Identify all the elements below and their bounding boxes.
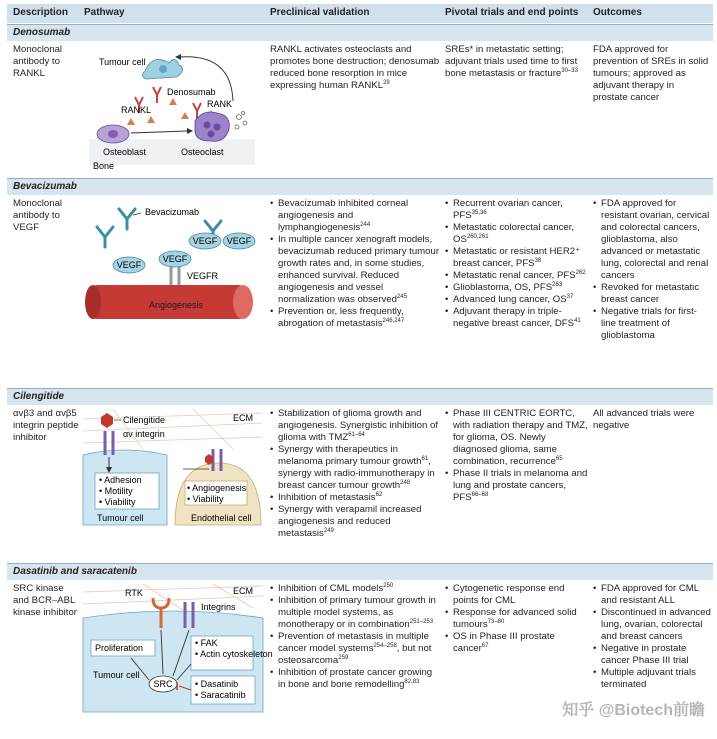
label-tumour-cell: Tumour cell (97, 513, 144, 523)
drug-name: Denosumab (13, 27, 71, 38)
table-row (7, 405, 713, 563)
list-item: • Revoked for metastatic breast cancer (593, 282, 711, 306)
label-denosumab: Denosumab (167, 87, 216, 97)
antibody-icon (153, 87, 161, 103)
list-item: • Prevention or, less frequently, abrogation of metastasis$^{246,247}$ (270, 306, 440, 330)
label-cilengitide: Cilengitide (123, 415, 166, 425)
section-dasatinib (7, 563, 713, 580)
outcomes-cell: FDA approved for prevention of SREs in solid tumours; approved as adjuvant therapy in prostate cancer (593, 44, 709, 103)
label-angiogenesis: • Angiogenesis (187, 483, 247, 493)
list-item: • Adjuvant therapy in triple-negative breast cancer, DFS$^{41}$ (445, 306, 590, 330)
list-item: • Discontinued in advanced lung, ovarian, colorectal and breast cancers (593, 607, 711, 643)
watermark: 知乎 @Biotech前瞻 (562, 702, 705, 719)
bevacizumab-pathway-diagram (83, 201, 263, 331)
denosumab-pathway-diagram (83, 43, 263, 173)
label-tumour-cell: Tumour cell (99, 57, 146, 67)
label-rtk: RTK (125, 588, 143, 598)
label-vegf: VEGF (116, 260, 142, 270)
list-item: • Synergy with verapamil increased angiogenesis and reduced metastasis$^{249}$ (270, 504, 440, 540)
label-endothelial-cell: Endothelial cell (191, 513, 252, 523)
label-proliferation: Proliferation (95, 643, 144, 653)
header-trials: Pivotal trials and end points (445, 7, 579, 18)
preclinical-list (270, 408, 440, 540)
table-row (7, 195, 713, 387)
label-vegf: VEGF (226, 236, 252, 246)
label-ecm: ECM (233, 586, 253, 596)
section-denosumab (7, 24, 713, 41)
section-bevacizumab (7, 178, 713, 195)
header-description: Description (13, 7, 69, 18)
outcomes-list (593, 583, 711, 691)
list-item: • Prevention of metastasis in multiple cancer model systems$^{254-258}$, but not osteosarcoma$^{259}$ (270, 631, 440, 667)
label-integrins: Integrins (201, 602, 236, 612)
list-item: • In multiple cancer xenograft models, bevacizumab reduced primary tumour growth rates and, in some studies, enhanced survival. Reduced angiogenesis and vessel normalization was observed$^{245}$ (270, 234, 440, 306)
list-item: • Response for advanced solid tumours$^{73-80}$ (445, 607, 590, 631)
cilengitide-pathway-diagram (83, 409, 263, 539)
list-item: • Inhibition of prostate cancer growing in bone and bone remodelling$^{82,83}$ (270, 667, 440, 691)
table-row (7, 41, 713, 178)
dasatinib-pathway-diagram (83, 584, 273, 712)
drug-name: Cilengitide (13, 391, 65, 402)
label-av-integrin: αv integrin (123, 429, 165, 439)
list-item: • Synergy with therapeutics in melanoma primary tumour growth$^{61}$, synergy with radio-immunotherapy in breast cancer tumour growth$^{248}$ (270, 444, 440, 492)
label-src: SRC (153, 679, 173, 689)
list-item: • Negative in prostate cancer Phase III trial (593, 643, 711, 667)
list-item: • FDA approved for resistant ovarian, cervical and colorectal cancers, glioblastoma, also advanced or metastatic lung, colorectal and renal cancers (593, 198, 711, 282)
outcomes-list (593, 198, 711, 342)
label-angiogenesis: Angiogenesis (149, 300, 204, 310)
label-tumour-cell: Tumour cell (93, 670, 140, 680)
antibody-icon (97, 227, 113, 247)
list-item: • Metastatic renal cancer, PFS$^{262}$ (445, 270, 590, 282)
header-preclinical: Preclinical validation (270, 7, 370, 18)
list-item: • Metastatic colorectal cancer, OS$^{260,261}$ (445, 222, 590, 246)
label-motility: • Motility (99, 486, 133, 496)
label-ecm: ECM (233, 413, 253, 423)
list-item: • Phase II trials in melanoma and lung and prostate cancers, PFS$^{66-68}$ (445, 468, 590, 504)
list-item: • Inhibition of primary tumour growth in multiple model systems, as monotherapy or in combination$^{251-253}$ (270, 595, 440, 631)
list-item: • Phase III CENTRIC EORTC, with radiation therapy and TMZ, for glioma, OS. Newly diagnosed glioma, same combination, recurrence$^{65}$ (445, 408, 590, 468)
label-bone: Bone (93, 161, 115, 171)
description-cell: SRC kinase and BCR–ABL kinase inhibitor (13, 583, 77, 618)
label-rank: RANK (207, 99, 233, 109)
header-pathway: Pathway (84, 7, 125, 18)
label-viability: • Viability (187, 494, 224, 504)
list-item: • Multiple adjuvant trials terminated (593, 667, 711, 691)
list-item: • Glioblastoma, OS, PFS$^{263}$ (445, 282, 590, 294)
trials-list (445, 198, 590, 330)
list-item: • Inhibition of CML models$^{250}$ (270, 583, 440, 595)
trials-list (445, 583, 590, 655)
trials-list (445, 408, 590, 504)
label-osteoclast: Osteoclast (181, 147, 224, 157)
label-dasatinib: • Dasatinib (195, 679, 239, 689)
list-item: • Inhibition of metastasis$^{62}$ (270, 492, 440, 504)
antibody-icon (119, 209, 135, 229)
description-cell: Monoclonal antibody to RANKL (13, 44, 63, 79)
list-item: • Advanced lung cancer, OS$^{37}$ (445, 294, 590, 306)
list-item: • Cytogenetic response end points for CML (445, 583, 590, 607)
preclinical-cell: RANKL activates osteoclasts and promotes bone destruction; denosumab reduced bone resorption in mice expressing human RANKL$^{29}$ (270, 44, 440, 91)
table-header (7, 4, 713, 23)
section-cilengitide (7, 388, 713, 405)
list-item: • OS in Phase III prostate cancer$^{67}$ (445, 631, 590, 655)
label-osteoblast: Osteoblast (103, 147, 147, 157)
list-item: • Negative trials for first-line treatment of glioblastoma (593, 306, 711, 342)
label-vegfr: VEGFR (187, 271, 219, 281)
list-item: • FDA approved for CML and resistant ALL (593, 583, 711, 607)
drug-name: Bevacizumab (13, 181, 77, 192)
trials-cell: SREs* in metastatic setting; adjuvant trials used time to first bone metastasis or fracture$^{30-33}$ (445, 44, 578, 79)
label-vegf: VEGF (162, 254, 188, 264)
label-saracatinib: • Saracatinib (195, 690, 246, 700)
outcomes-cell: All advanced trials were negative (593, 408, 695, 431)
label-rankl: RANKL (121, 105, 152, 115)
label-bevacizumab: Bevacizumab (145, 207, 200, 217)
description-cell: Monoclonal antibody to VEGF (13, 198, 63, 233)
label-vegf: VEGF (192, 236, 218, 246)
label-fak: • FAK (195, 638, 218, 648)
description-cell: αvβ3 and αvβ5 integrin peptide inhibitor (13, 408, 79, 443)
header-outcomes: Outcomes (593, 7, 642, 18)
label-actin: • Actin cytoskeleton (195, 649, 273, 659)
drug-name: Dasatinib and saracatenib (13, 566, 137, 577)
list-item: • Bevacizumab inhibited corneal angiogenesis and lymphangiogenesis$^{244}$ (270, 198, 440, 234)
preclinical-list (270, 583, 440, 691)
label-adhesion: • Adhesion (99, 475, 142, 485)
label-viability: • Viability (99, 497, 136, 507)
list-item: • Recurrent ovarian cancer, PFS$^{35,36}$ (445, 198, 590, 222)
list-item: • Metastatic or resistant HER2⁺ breast cancer, PFS$^{38}$ (445, 246, 590, 270)
cilengitide-icon (101, 413, 113, 428)
preclinical-list (270, 198, 440, 330)
list-item: • Stabilization of glioma growth and angiogenesis. Synergistic inhibition of glioma with TMZ$^{61-64}$ (270, 408, 440, 444)
